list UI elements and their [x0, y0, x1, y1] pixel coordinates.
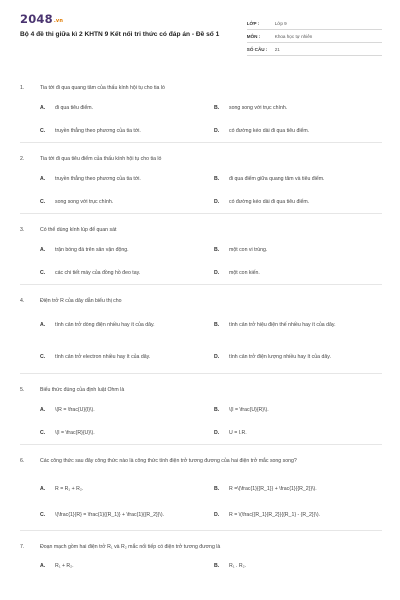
- option-text: đi qua điểm giữa quang tâm và tiêu điểm.: [229, 175, 325, 182]
- site-logo[interactable]: [20, 12, 247, 28]
- answer-option[interactable]: [40, 341, 214, 373]
- meta-value: 21: [274, 46, 280, 52]
- question-item: [20, 386, 382, 445]
- option-text: \(I = \frac{U}{R}\).: [229, 406, 269, 413]
- answer-option[interactable]: [40, 167, 214, 190]
- question-number: 5.: [20, 387, 25, 393]
- option-key: B.: [214, 485, 220, 492]
- question-item: [20, 543, 382, 577]
- option-key: D.: [214, 269, 220, 276]
- question-body: Các công thức sau đây công thức nào là công thức tính điện trở tương đương của hai điện trở mắc song song?: [40, 458, 297, 464]
- option-key: B.: [214, 175, 220, 182]
- question-number: 6.: [20, 458, 25, 464]
- answer-options: [40, 555, 382, 577]
- option-text: R = \(\frac{{R_1}{R_2}}{{R_1} - {R_2}}\).: [229, 512, 320, 518]
- option-key: D.: [214, 354, 220, 360]
- option-text: tính cản trở dòng điện nhiều hay ít của dây.: [55, 322, 155, 328]
- meta-row: [247, 17, 382, 30]
- answer-option[interactable]: [40, 190, 214, 213]
- question-body: Điện trở R của dây dẫn biểu thị cho: [40, 298, 122, 304]
- question-number: 3.: [20, 227, 25, 233]
- option-text: song song với trục chính.: [229, 104, 288, 111]
- question-body: Biểu thức đúng của định luật Ohm là: [40, 387, 125, 393]
- meta-info-table: [247, 17, 382, 70]
- answer-option[interactable]: [214, 190, 384, 213]
- option-key: C.: [40, 429, 46, 436]
- option-text: R₁ + R₂.: [55, 563, 74, 569]
- meta-label: LỚP :: [246, 20, 260, 26]
- option-key: A.: [40, 104, 46, 111]
- answer-option[interactable]: [214, 500, 384, 530]
- question-text: [20, 226, 382, 238]
- option-key: D.: [214, 127, 220, 134]
- answer-option[interactable]: [40, 398, 214, 421]
- logo-text: 2048: [20, 12, 53, 26]
- option-text: có đường kéo dài đi qua tiêu điểm.: [229, 127, 310, 134]
- answer-option[interactable]: [40, 421, 214, 444]
- option-key: A.: [40, 322, 46, 328]
- option-text: các chi tiết máy của đồng hồ đeo tay.: [55, 269, 141, 276]
- answer-options: [40, 167, 382, 213]
- answer-option[interactable]: [40, 500, 214, 530]
- document-header: [20, 12, 382, 70]
- option-key: C.: [40, 269, 46, 276]
- question-number: 2.: [20, 156, 25, 162]
- option-key: C.: [40, 127, 46, 134]
- option-text: đi qua tiêu điểm.: [55, 104, 94, 111]
- answer-option[interactable]: [40, 96, 214, 119]
- answer-option[interactable]: [214, 398, 384, 421]
- option-key: A.: [40, 563, 46, 569]
- option-key: C.: [40, 198, 46, 205]
- question-number: 7.: [20, 544, 25, 550]
- option-key: B.: [214, 246, 220, 253]
- option-text: truyền thẳng theo phương của tia tới.: [55, 175, 141, 182]
- question-text: [20, 543, 382, 555]
- answer-option[interactable]: [214, 261, 384, 284]
- option-text: tính cản trở hiệu điện thế nhiều hay ít của dây.: [229, 322, 336, 328]
- meta-label: SỐ CÂU :: [246, 46, 268, 52]
- question-text: [20, 386, 382, 398]
- answer-option[interactable]: [214, 96, 384, 119]
- meta-value: Khoa học tự nhiên: [274, 33, 313, 39]
- meta-label: MÔN :: [246, 33, 261, 39]
- document-title: Bộ 4 đề thi giữa kì 2 KHTN 9 Kết nối tri thức có đáp án - Đề số 1: [20, 31, 220, 38]
- option-key: A.: [40, 175, 46, 182]
- question-body: Có thể dùng kính lúp để quan sát: [40, 227, 117, 233]
- question-item: [20, 84, 382, 143]
- question-item: [20, 226, 382, 285]
- question-item: [20, 155, 382, 214]
- option-key: B.: [214, 563, 220, 569]
- answer-option[interactable]: [40, 119, 214, 142]
- meta-row: [247, 30, 382, 43]
- header-left: [20, 12, 247, 70]
- option-text: \(R = \frac{U}{I}\).: [55, 406, 95, 413]
- answer-option[interactable]: [214, 238, 384, 261]
- option-key: D.: [214, 512, 220, 518]
- meta-row: [247, 43, 382, 56]
- question-number: 4.: [20, 298, 25, 304]
- answer-option[interactable]: [40, 238, 214, 261]
- answer-option[interactable]: [40, 555, 214, 577]
- option-text: R₁ . R₂.: [229, 563, 247, 569]
- answer-options: [40, 96, 382, 142]
- answer-options: [40, 238, 382, 284]
- answer-options: [40, 398, 382, 444]
- answer-options: [40, 477, 382, 530]
- answer-option[interactable]: [214, 309, 384, 341]
- option-text: truyền thẳng theo phương của tia tới.: [55, 127, 141, 134]
- answer-option[interactable]: [40, 309, 214, 341]
- question-body: Đoạn mạch gồm hai điện trở R₁ và R₂ mắc nối tiếp có điện trở tương đương là: [40, 544, 221, 550]
- question-body: Tia tới đi qua tiêu điểm của thấu kính hội tụ cho tia ló: [40, 156, 162, 162]
- option-text: trận bóng đá trên sân vận động.: [55, 246, 129, 253]
- option-key: B.: [214, 406, 220, 413]
- question-text: [20, 297, 382, 309]
- question-text: [20, 155, 382, 167]
- option-text: song song với trục chính.: [55, 198, 114, 205]
- option-key: C.: [40, 512, 46, 518]
- option-key: D.: [214, 429, 220, 436]
- answer-option[interactable]: [214, 555, 384, 577]
- question-text: [20, 457, 382, 477]
- option-key: B.: [214, 322, 220, 328]
- answer-option[interactable]: [214, 341, 384, 373]
- answer-option[interactable]: [214, 477, 384, 500]
- option-text: \(I = \frac{R}{U}\).: [55, 429, 95, 436]
- option-key: B.: [214, 104, 220, 111]
- option-key: A.: [40, 246, 46, 253]
- question-item: [20, 297, 382, 374]
- option-key: A.: [40, 406, 46, 413]
- meta-value: Lớp 9: [274, 20, 287, 26]
- answer-option[interactable]: [214, 421, 384, 444]
- option-text: có đường kéo dài đi qua tiêu điểm.: [229, 198, 310, 205]
- option-key: C.: [40, 354, 46, 360]
- option-text: một con kiến.: [229, 269, 260, 276]
- option-text: \(\frac{1}{R} = \frac{1}{{R_1}} + \frac{1}{{R_2}}\).: [55, 512, 165, 518]
- question-text: [20, 84, 382, 96]
- answer-options: [40, 309, 382, 373]
- answer-option[interactable]: [214, 167, 384, 190]
- option-key: A.: [40, 485, 46, 492]
- answer-option[interactable]: [214, 119, 384, 142]
- question-body: Tia tới đi qua quang tâm của thấu kính hội tụ cho tia ló: [40, 85, 165, 91]
- logo-tld: .vn: [53, 18, 64, 24]
- answer-option[interactable]: [40, 261, 214, 284]
- option-text: U = I.R.: [229, 429, 247, 436]
- option-text: R = R₁ + R₂.: [55, 485, 84, 492]
- question-number: 1.: [20, 85, 25, 91]
- option-text: tính cản trở electron nhiều hay ít của dây.: [55, 354, 151, 360]
- option-text: tính cản trở điện lượng nhiều hay ít của dây.: [229, 354, 331, 360]
- question-item: [20, 457, 382, 531]
- option-key: D.: [214, 198, 220, 205]
- answer-option[interactable]: [40, 477, 214, 500]
- option-text: một con vi trùng.: [229, 246, 268, 253]
- option-text: R =\(\frac{1}{{R_1}} + \frac{1}{{R_2}}\).: [229, 485, 317, 492]
- question-list: [20, 84, 382, 577]
